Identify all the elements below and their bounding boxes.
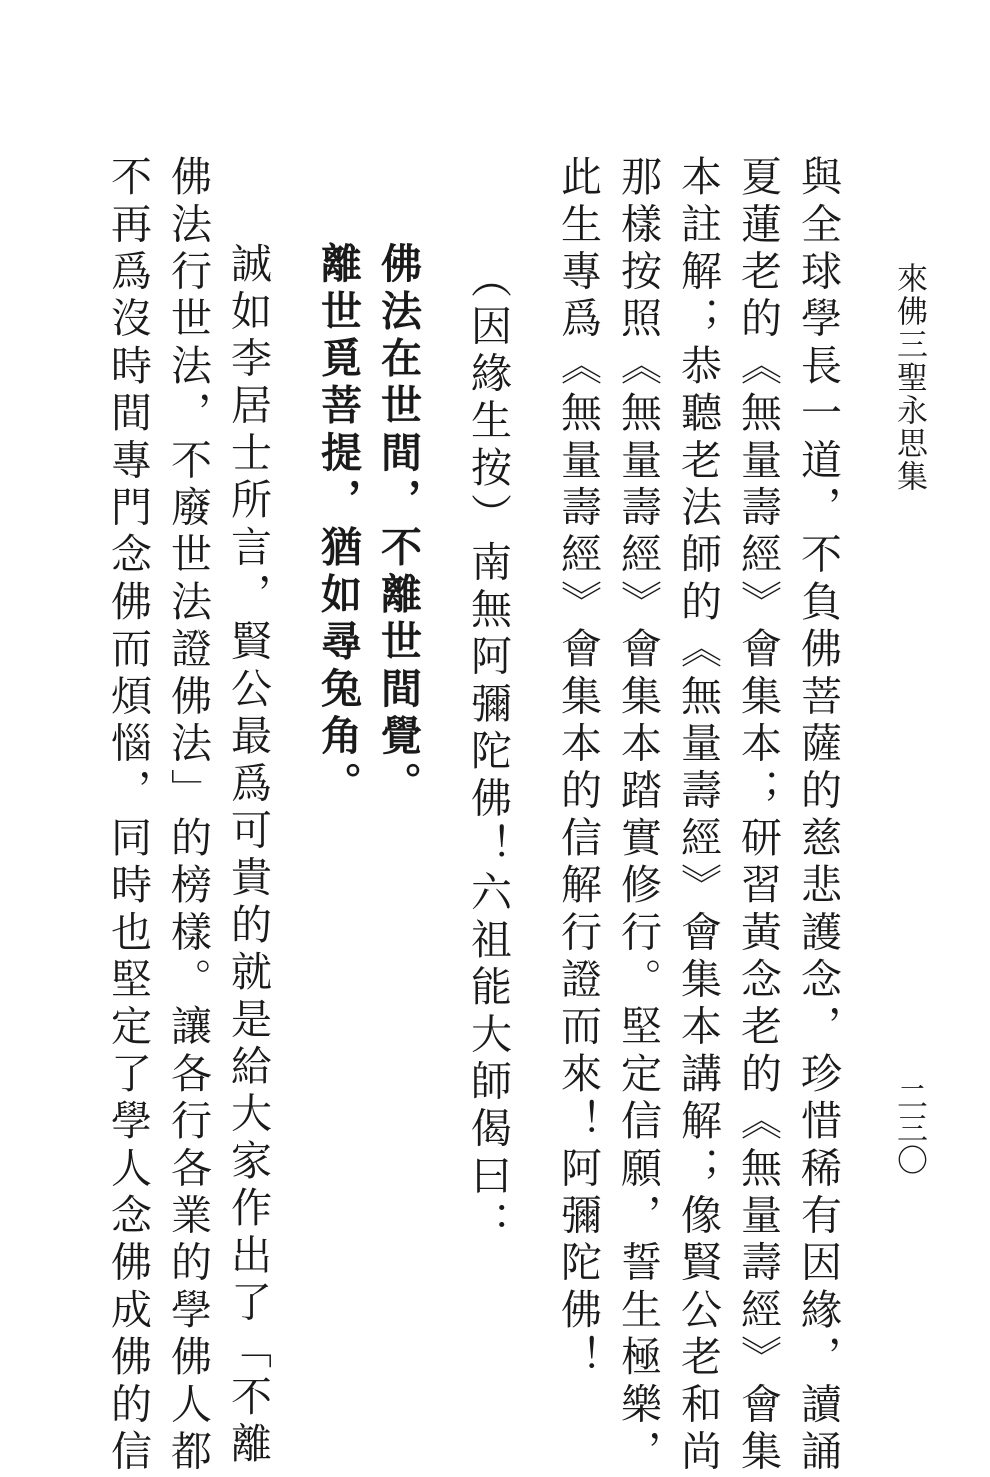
- text-line: 本註解；恭聽老法師的《無量壽經》會集本講解；像賢公老和尚: [674, 155, 722, 1477]
- text-line: 不再爲沒時間專門念佛而煩惱，同時也堅定了學人念佛成佛的信: [104, 155, 152, 1477]
- text-line: 此生專爲《無量壽經》會集本的信解行證而來！阿彌陀佛！: [554, 155, 602, 1383]
- verse-line: 離世覓菩提，猶如尋兔角。: [314, 242, 362, 809]
- text-line: 佛法行世法，不廢世法證佛法」的榜樣。讓各行各業的學佛人都: [164, 155, 212, 1477]
- verse-line: 佛法在世間，不離世間覺。: [374, 242, 422, 809]
- text-line: 那樣按照《無量壽經》會集本踏實修行。堅定信願，誓生極樂，: [614, 155, 662, 1477]
- text-line: 誠如李居士所言，賢公最爲可貴的就是給大家作出了「不離: [224, 242, 272, 1470]
- running-title: 來佛三聖永思集: [891, 262, 927, 493]
- text-line: 夏蓮老的《無量壽經》會集本；研習黃念老的《無量壽經》會集: [734, 155, 782, 1477]
- page-number: 二三〇: [891, 1080, 927, 1176]
- text-line: 與全球學長一道，不負佛菩薩的慈悲護念，珍惜稀有因緣，讀誦: [794, 155, 842, 1477]
- text-line: （因緣生按）南無阿彌陀佛！六祖能大師偈曰：: [464, 257, 512, 1249]
